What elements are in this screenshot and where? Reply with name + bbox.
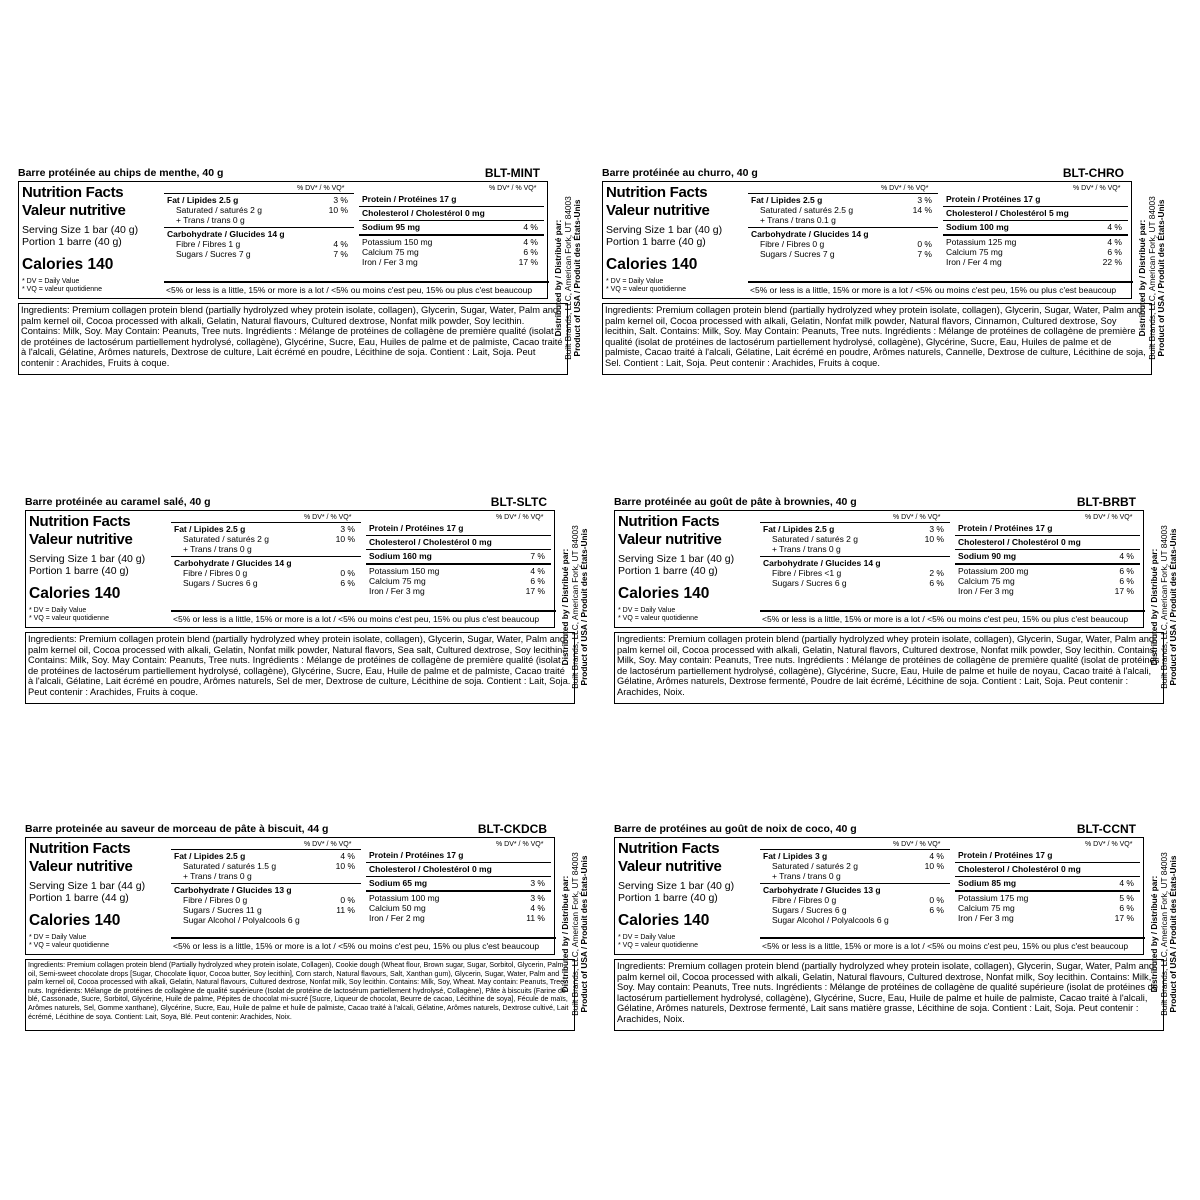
trans-label: + Trans / trans 0 g [183,871,252,881]
ingredients-box: Ingredients: Premium collagen protein blend (Partially hydrolyzed whey protein isolate, Collagen), Cookie dough (Wheat flour, Brown sugar, Sugar, Sorbitol, Glycerin, Palm oil, Semi-sweet chocolate drops [Sugar, Chocolate liquor, Cocoa butter, Soy lecithin], Corn starch, Natural flavours, Salt, Xanthan gum), Glycerin, Sugar, Water, Palm and palm kernel oil, Cocoa processed with alkali, Gelatin, Natural flavours, Cultured dextrose, Nonfat milk, Soy lecithin. Contains: Milk, Soy, Wheat. May contain: Peanuts, Tree nuts. Ingrédients: Mélange de protéines de collagène de qualité supérieure (Isolat de protéine de lactosérum partiellement hydrolysé, Collagène), Pâte à biscuits (Farine de blé, Cassonade, Sucre, Sorbitol, Glycérine, Huile de palme, Pépites de chocolat mi-sucré [Sucre, Liqueur de chocolat, Beurre de cacao, Lécithine de soya], Fécule de maïs, Arômes naturels, Sel, Gomme xanthane), Glycérine, Sucre, Eau, Huile de palme et huile de palmiste, Cacao traité à l'alcali, Gélatine, Arômes naturels, Dextrose cultivé, Lait écrémé, Lécithine de soya. Contient: Lait, Soya, Blé. Peut contenir: Arachides, Noix. [25,959,575,1031]
product-title-row [614,822,1142,836]
iron-dv: 17 % [1114,913,1134,923]
sugar-alcohol-label: Sugar Alcohol / Polyalcools 6 g [772,915,889,925]
potassium-dv: 4 % [530,566,545,576]
sodium-group [359,220,544,234]
fibre-label: Fibre / Fibres 0 g [183,568,248,578]
calcium-label: Calcium 75 mg [369,576,426,586]
nutrient-column-right [366,849,551,925]
minerals-group [955,890,1140,925]
calories: Calories 140 [618,912,710,929]
carb-group [748,227,938,261]
sugars-label: Sugars / Sucres 7 g [760,249,835,259]
saturated-dv: 10 % [335,861,355,871]
saturated-label: Saturated / saturés 2 g [183,534,269,544]
trans-label: + Trans / trans 0 g [176,215,245,225]
potassium-dv: 6 % [1119,566,1134,576]
calcium-label: Calcium 75 mg [946,247,1003,257]
saturated-dv: 10 % [924,861,944,871]
sodium-label: Sodium 90 mg [958,551,1017,561]
product-origin: Product of USA / Produit des États-Unis [1167,528,1178,686]
facts-left-column [22,184,164,294]
minerals-group [955,563,1140,598]
distributor-sidebar [561,507,589,707]
iron-dv: 11 % [526,913,545,923]
potassium-label: Potassium 200 mg [958,566,1029,576]
nutrition-facts-title: Nutrition Facts [29,840,131,857]
minerals-group [366,890,551,925]
potassium-label: Potassium 175 mg [958,893,1029,903]
product-origin: Product of USA / Produit des États-Unis [1155,199,1166,357]
iron-label: Iron / Fer 3 mg [369,586,425,596]
fibre-dv: 2 % [929,568,944,578]
nutrient-column-left [171,849,361,927]
carbohydrate-label: Carbohydrate / Glucides 14 g [174,558,292,568]
protein-label: Protein / Protéines 17 g [362,194,457,204]
distributor-address: Built Brands, LLC, American Fork, UT 84003 [569,852,580,1016]
potassium-dv: 4 % [1107,237,1122,247]
product-origin: Product of USA / Produit des États-Unis [578,528,589,686]
sodium-group [366,549,551,563]
iron-label: Iron / Fer 3 mg [958,913,1014,923]
saturated-label: Saturated / saturés 2 g [772,534,858,544]
nutrition-facts-table [25,837,555,955]
nutrition-facts-title: Nutrition Facts [29,513,131,530]
facts-left-column [618,840,760,950]
sodium-label: Sodium 100 mg [946,222,1009,232]
nutrient-column-right [955,522,1140,598]
sodium-label: Sodium 160 mg [369,551,432,561]
dv-footnote: <5% or less is a little, 15% or more is a lot / <5% ou moins c'est peu, 15% ou plus c'est beaucoup [171,610,556,626]
sugars-label: Sugars / Sucres 11 g [183,905,262,915]
distributed-by: Distributed by / Distribué par: [1148,875,1159,993]
product-title: Barre proteinée au saveur de morceau de pâte à biscuit, 44 g [25,823,329,835]
cholesterol-group [359,206,544,220]
facts-left-column [606,184,748,294]
potassium-dv: 3 % [530,893,545,903]
fibre-dv: 0 % [340,568,355,578]
dv-header-right: % DV* / % VQ* [489,185,537,192]
nutrient-column-left [760,522,950,590]
nutrient-column-right [359,193,544,269]
protein-label: Protein / Protéines 17 g [958,523,1053,533]
fat-group [164,193,354,227]
iron-dv: 17 % [518,257,538,267]
dv-footnote: <5% or less is a little, 15% or more is a lot / <5% ou moins c'est peu, 15% ou plus c'est beaucoup [164,281,549,297]
iron-dv: 22 % [1102,257,1122,267]
dv-header-right: % DV* / % VQ* [1085,841,1133,848]
sugars-dv: 7 % [917,249,932,259]
nutrition-facts-title: Nutrition Facts [606,184,708,201]
dv-header-left: % DV* / % VQ* [881,185,929,192]
fibre-label: Fibre / Fibres 0 g [183,895,248,905]
ingredients-box: Ingredients: Premium collagen protein blend (partially hydrolyzed whey protein isolate, collagen), Glycerin, Sugar, Water, Palm and palm kernel oil, Cocoa processed with alkali, Gelatin, Nonfat milk powder, Natural flavors, Cinnamon, Cultured dextrose, Soy lecithin, Salt. Contains: Milk, Soy. May Contain: Peanuts, Tree nuts. Ingrédients : Mélange de protéines de collagène de première qualité (isolat de protéines de lactosérum partiellement hydrolysé, collagène), Glycérine, Sucre, Eau, Huiles de palme et de palmiste, Cacao traité à l'alcali, Gélatine, Lait écrémé en poudre, Arômes naturels, Cannelle, Dextrose de culture, Lécithine de soja, Sel. Contient : Lait, Soja. Peut contenir : Arachides, Fruits à coque. [602,303,1152,375]
cholesterol-group [366,535,551,549]
sugar-alcohol-label: Sugar Alcohol / Polyalcools 6 g [183,915,300,925]
dv-note: * DV = Daily Value [618,607,676,614]
distributor-sidebar [561,834,589,1034]
nutrient-column-left [760,849,950,927]
product-title: Barre protéinée au chips de menthe, 40 g [18,167,224,179]
calcium-dv: 6 % [1107,247,1122,257]
carbohydrate-label: Carbohydrate / Glucides 13 g [763,885,881,895]
protein-group [955,522,1140,535]
saturated-dv: 10 % [924,534,944,544]
protein-label: Protein / Protéines 17 g [958,850,1053,860]
nutrition-facts-table [25,510,555,628]
fibre-label: Fibre / Fibres <1 g [772,568,842,578]
sugars-dv: 7 % [333,249,348,259]
sodium-label: Sodium 85 mg [958,878,1017,888]
nutrient-column-left [748,193,938,261]
sku-code: BLT-CCNT [1076,822,1136,836]
protein-label: Protein / Protéines 17 g [369,850,464,860]
fibre-label: Fibre / Fibres 0 g [760,239,825,249]
sku-code: BLT-MINT [484,166,540,180]
saturated-label: Saturated / saturés 2 g [772,861,858,871]
nutrition-facts-title: Nutrition Facts [618,513,720,530]
dv-header-left: % DV* / % VQ* [893,514,941,521]
distributor-address: Built Brands, LLC, American Fork, UT 84003 [1146,196,1157,360]
fibre-label: Fibre / Fibres 0 g [772,895,837,905]
dv-note: * DV = Daily Value [618,934,676,941]
calories: Calories 140 [29,585,121,602]
calories: Calories 140 [29,912,121,929]
minerals-group [366,563,551,598]
sodium-dv: 4 % [1107,222,1122,232]
fat-group [171,849,361,883]
trans-label: + Trans / trans 0 g [772,544,841,554]
distributed-by: Distributed by / Distribué par: [559,875,570,993]
nutrient-column-right [366,522,551,598]
nutrition-label-panel [602,166,1167,386]
portion-size: Portion 1 barre (40 g) [618,892,718,904]
nutrient-column-right [943,193,1128,269]
carbohydrate-label: Carbohydrate / Glucides 14 g [751,229,869,239]
carb-group [760,556,950,590]
sugars-dv: 6 % [929,578,944,588]
fibre-dv: 0 % [929,895,944,905]
distributor-address: Built Brands, LLC, American Fork, UT 84003 [1158,852,1169,1016]
potassium-dv: 5 % [1119,893,1134,903]
portion-size: Portion 1 barre (40 g) [22,236,122,248]
dv-header-right: % DV* / % VQ* [496,514,544,521]
sugars-label: Sugars / Sucres 6 g [772,905,847,915]
fat-label: Fat / Lipides 2.5 g [174,524,246,534]
dv-note: * DV = Daily Value [606,278,664,285]
iron-label: Iron / Fer 4 mg [946,257,1002,267]
calcium-dv: 4 % [530,903,545,913]
vq-note: * VQ = valeur quotidienne [606,286,686,293]
calcium-label: Calcium 75 mg [362,247,419,257]
sugars-dv: 6 % [929,905,944,915]
valeur-nutritive-title: Valeur nutritive [606,202,710,219]
potassium-label: Potassium 150 mg [369,566,440,576]
portion-size: Portion 1 barre (40 g) [618,565,718,577]
sodium-group [955,549,1140,563]
nutrition-facts-title: Nutrition Facts [22,184,124,201]
iron-dv: 17 % [525,586,545,596]
sodium-group [943,220,1128,234]
nutrition-facts-table [602,181,1132,299]
product-origin: Product of USA / Produit des États-Unis [1167,855,1178,1013]
sku-code: BLT-CKDCB [477,822,547,836]
fat-dv: 4 % [340,851,355,861]
valeur-nutritive-title: Valeur nutritive [618,531,722,548]
sugars-label: Sugars / Sucres 6 g [772,578,847,588]
saturated-dv: 14 % [912,205,932,215]
carbohydrate-label: Carbohydrate / Glucides 14 g [763,558,881,568]
distributor-address: Built Brands, LLC, American Fork, UT 84003 [1158,525,1169,689]
dv-header-left: % DV* / % VQ* [304,514,352,521]
product-title: Barre protéinée au goût de pâte à brownies, 40 g [614,496,857,508]
fat-group [171,522,361,556]
fibre-dv: 0 % [340,895,355,905]
calcium-dv: 6 % [523,247,538,257]
potassium-dv: 4 % [523,237,538,247]
protein-group [359,193,544,206]
protein-label: Protein / Protéines 17 g [946,194,1041,204]
cholesterol-label: Cholesterol / Cholestérol 0 mg [362,208,485,218]
nutrition-facts-table [18,181,548,299]
sodium-group [955,876,1140,890]
distributor-address: Built Brands, LLC, American Fork, UT 84003 [569,525,580,689]
ingredients-box: Ingredients: Premium collagen protein blend (partially hydrolyzed whey protein isolate, collagen), Glycerin, Sugar, Water, Palm and palm kernel oil, Cocoa processed with alkali, Gelatin, Natural flavours, Cultured dextrose, Nonfat milk, Soy lecithin. Contains: Milk, Soy. May contain: Peanuts, Tree nuts. Ingrédients : Mélange de protéines de collagène de qualité supérieure (isolat de protéines de lactosérum partiellement hydrolysé, collagène), Glycérine, Sucre, Eau, Huile de palme et huile de palmiste, Cacao traité à l'alcali, Gélatine, Arômes naturels, Dextrose fermenté, Lait sans matière grasse, Lécithine de soja. Contient : Lait, Soja. Peut contenir : Arachides, Noix. [614,959,1164,1031]
facts-left-column [29,840,171,950]
nutrition-facts-title: Nutrition Facts [618,840,720,857]
calcium-label: Calcium 75 mg [958,576,1015,586]
calcium-label: Calcium 75 mg [958,903,1015,913]
serving-size: Serving Size 1 bar (40 g) [618,880,735,892]
nutrition-label-panel [614,822,1179,1042]
calories: Calories 140 [618,585,710,602]
dv-header-right: % DV* / % VQ* [1085,514,1133,521]
protein-group [955,849,1140,862]
distributor-address: Built Brands, LLC, American Fork, UT 84003 [562,196,573,360]
sugars-dv: 6 % [340,578,355,588]
sodium-label: Sodium 65 mg [369,878,428,888]
vq-note: * VQ = valeur quotidienne [29,942,109,949]
trans-label: + Trans / trans 0 g [183,544,252,554]
fat-dv: 3 % [917,195,932,205]
carb-group [171,883,361,927]
vq-note: * VQ = valeur quotidienne [618,615,698,622]
distributed-by: Distributed by / Distribué par: [552,219,563,337]
fat-label: Fat / Lipides 2.5 g [763,524,835,534]
dv-header-right: % DV* / % VQ* [496,841,544,848]
facts-left-column [29,513,171,623]
sodium-label: Sodium 95 mg [362,222,421,232]
potassium-label: Potassium 100 mg [369,893,440,903]
fibre-dv: 4 % [333,239,348,249]
fat-dv: 3 % [929,524,944,534]
fat-group [760,849,950,883]
distributor-sidebar [554,178,582,378]
serving-size: Serving Size 1 bar (40 g) [606,224,723,236]
protein-label: Protein / Protéines 17 g [369,523,464,533]
saturated-label: Saturated / saturés 1.5 g [183,861,277,871]
dv-footnote: <5% or less is a little, 15% or more is a lot / <5% ou moins c'est peu, 15% ou plus c'est beaucoup [171,937,556,953]
saturated-label: Saturated / saturés 2.5 g [760,205,854,215]
carbohydrate-label: Carbohydrate / Glucides 14 g [167,229,285,239]
protein-group [366,849,551,862]
saturated-label: Saturated / saturés 2 g [176,205,262,215]
potassium-label: Potassium 150 mg [362,237,433,247]
product-title: Barre de protéines au goût de noix de coco, 40 g [614,823,857,835]
minerals-group [943,234,1128,269]
serving-size: Serving Size 1 bar (40 g) [29,553,146,565]
cholesterol-label: Cholesterol / Cholestérol 0 mg [958,864,1081,874]
dv-footnote: <5% or less is a little, 15% or more is a lot / <5% ou moins c'est peu, 15% ou plus c'est beaucoup [760,937,1145,953]
dv-note: * DV = Daily Value [29,607,87,614]
distributed-by: Distributed by / Distribué par: [1136,219,1147,337]
product-title-row [25,822,553,836]
sodium-dv: 7 % [530,551,545,561]
sku-code: BLT-BRBT [1076,495,1136,509]
carb-group [760,883,950,927]
nutrition-label-panel [18,166,583,386]
nutrition-facts-table [614,510,1144,628]
sugars-label: Sugars / Sucres 7 g [176,249,251,259]
dv-header-left: % DV* / % VQ* [893,841,941,848]
calcium-label: Calcium 50 mg [369,903,426,913]
vq-note: * VQ = valeur quotidienne [29,615,109,622]
product-title-row [614,495,1142,509]
trans-label: + Trans / trans 0 g [772,871,841,881]
cholesterol-group [955,862,1140,876]
nutrient-column-left [171,522,361,590]
calories: Calories 140 [606,256,698,273]
sodium-dv: 4 % [1119,878,1134,888]
valeur-nutritive-title: Valeur nutritive [22,202,126,219]
product-title: Barre protéinée au caramel salé, 40 g [25,496,211,508]
cholesterol-label: Cholesterol / Cholestérol 0 mg [369,537,492,547]
nutrition-facts-table [614,837,1144,955]
calories: Calories 140 [22,256,114,273]
carbohydrate-label: Carbohydrate / Glucides 13 g [174,885,292,895]
calcium-dv: 6 % [530,576,545,586]
iron-dv: 17 % [1114,586,1134,596]
product-title-row [25,495,553,509]
serving-size: Serving Size 1 bar (40 g) [22,224,139,236]
serving-size: Serving Size 1 bar (40 g) [618,553,735,565]
fat-group [748,193,938,227]
cholesterol-label: Cholesterol / Cholestérol 5 mg [946,208,1069,218]
dv-note: * DV = Daily Value [29,934,87,941]
distributor-sidebar [1138,178,1166,378]
serving-size: Serving Size 1 bar (44 g) [29,880,146,892]
distributor-sidebar [1150,507,1178,707]
nutrition-label-panel [25,822,590,1042]
fat-dv: 3 % [333,195,348,205]
dv-header-left: % DV* / % VQ* [297,185,345,192]
product-title: Barre protéinée au churro, 40 g [602,167,758,179]
portion-size: Portion 1 barre (40 g) [29,565,129,577]
cholesterol-group [366,862,551,876]
ingredients-box: Ingredients: Premium collagen protein blend (partially hydrolyzed whey protein isolate, collagen), Glycerin, Sugar, Water, Palm and palm kernel oil, Cocoa processed with alkali, Gelatin, Natural flavours, Cultured dextrose, Nonfat milk powder, Soy lecithin. Contains: Milk, Soy. May Contain: Peanuts, Tree nuts. Ingrédients : Mélange de protéines de collagène de première qualité (isolat de protéines de lactosérum partiellement hydrolysé, collagène), Glycérine, Sucre, Eau, Huiles de palme et de palmiste, Cacao traité à l'alcali, Gélatine, Arômes naturels, Dextrose de culture, Lait écrémé en poudre, Lécithine de soja. Contient : Lait, Soja. Peut contenir : Arachides, Fruits à coque. [18,303,568,375]
valeur-nutritive-title: Valeur nutritive [618,858,722,875]
sugars-dv: 11 % [336,905,355,915]
sodium-group [366,876,551,890]
nutrient-column-left [164,193,354,261]
dv-header-right: % DV* / % VQ* [1073,185,1121,192]
nutrition-label-panel [25,495,590,715]
sku-code: BLT-SLTC [490,495,547,509]
carb-group [164,227,354,261]
valeur-nutritive-title: Valeur nutritive [29,858,133,875]
fat-label: Fat / Lipides 2.5 g [174,851,246,861]
fat-label: Fat / Lipides 3 g [763,851,828,861]
ingredients-box: Ingredients: Premium collagen protein blend (partially hydrolyzed whey protein isolate, collagen), Glycerin, Sugar, Water, Palm and palm kernel oil, Cocoa processed with alkali, Gelatin, Nonfat milk powder, Natural flavors, Sea salt, Cultured dextrose, Soy lecithin. Contains: Milk, Soy. May Contain: Peanuts, Tree nuts. Ingrédients : Mélange de protéines de collagène de première qualité (isolat de protéines de lactosérum partiellement hydrolysé, collagène), Glycérine, Sucre, Eau, Huile de palme et de palmiste, Cacao traité à l'alcali, Gélatine, Lait écrémé en poudre, Arômes naturels, Sel de mer, Dextrose de culture, Lécithine de soja. Contient : Lait, Soja. Peut contenir : Arachides, Fruits à coque. [25,632,575,704]
calcium-dv: 6 % [1119,903,1134,913]
fat-label: Fat / Lipides 2.5 g [751,195,823,205]
vq-note: * VQ = valeur quotidienne [22,286,102,293]
distributed-by: Distributed by / Distribué par: [559,548,570,666]
distributed-by: Distributed by / Distribué par: [1148,548,1159,666]
valeur-nutritive-title: Valeur nutritive [29,531,133,548]
sugars-label: Sugars / Sucres 6 g [183,578,258,588]
iron-label: Iron / Fer 3 mg [362,257,418,267]
carb-group [171,556,361,590]
cholesterol-label: Cholesterol / Cholestérol 0 mg [369,864,492,874]
sku-code: BLT-CHRO [1062,166,1124,180]
protein-group [366,522,551,535]
trans-label: + Trans / trans 0.1 g [760,215,836,225]
fat-label: Fat / Lipides 2.5 g [167,195,239,205]
portion-size: Portion 1 barre (44 g) [29,892,129,904]
product-title-row [602,166,1130,180]
saturated-dv: 10 % [328,205,348,215]
dv-footnote: <5% or less is a little, 15% or more is a lot / <5% ou moins c'est peu, 15% ou plus c'est beaucoup [760,610,1145,626]
dv-note: * DV = Daily Value [22,278,80,285]
distributor-sidebar [1150,834,1178,1034]
saturated-dv: 10 % [335,534,355,544]
cholesterol-label: Cholesterol / Cholestérol 0 mg [958,537,1081,547]
minerals-group [359,234,544,269]
calcium-dv: 6 % [1119,576,1134,586]
iron-label: Iron / Fer 3 mg [958,586,1014,596]
fibre-label: Fibre / Fibres 1 g [176,239,241,249]
nutrition-label-panel [614,495,1179,715]
product-origin: Product of USA / Produit des États-Unis [571,199,582,357]
vq-note: * VQ = valeur quotidienne [618,942,698,949]
protein-group [943,193,1128,206]
dv-footnote: <5% or less is a little, 15% or more is a lot / <5% ou moins c'est peu, 15% ou plus c'est beaucoup [748,281,1133,297]
sodium-dv: 4 % [523,222,538,232]
fat-dv: 4 % [929,851,944,861]
nutrient-column-right [955,849,1140,925]
iron-label: Iron / Fer 2 mg [369,913,425,923]
potassium-label: Potassium 125 mg [946,237,1017,247]
product-origin: Product of USA / Produit des États-Unis [578,855,589,1013]
fat-group [760,522,950,556]
cholesterol-group [955,535,1140,549]
sodium-dv: 3 % [530,878,545,888]
product-title-row [18,166,546,180]
fat-dv: 3 % [340,524,355,534]
cholesterol-group [943,206,1128,220]
sodium-dv: 4 % [1119,551,1134,561]
dv-header-left: % DV* / % VQ* [304,841,352,848]
fibre-dv: 0 % [917,239,932,249]
ingredients-box: Ingredients: Premium collagen protein blend (partially hydrolyzed whey protein isolate, collagen), Glycerin, Sugar, Water, Palm and palm kernel oil, Cocoa processed with alkali, Gelatin, Natural flavors, Cultured dextrose, Nonfat milk powder, Soy lecithin. Contains: Milk, Soy. May contain: Peanuts, Tree nuts. Ingrédients : Mélange de protéines de collagène de première qualité (isolat de protéines de lactosérum partiellement hydrolysé, collagène), Glycérine, Sucre, Eau, Huile de palme et huile de noyau, Cacao traité à l'alcali, Gélatine, Arômes naturels, Dextrose fermenté, Poudre de lait écrémé, Lécithine de soja. Contient : Lait, Soja. Peut contenir : Arachides, Noix. [614,632,1164,704]
portion-size: Portion 1 barre (40 g) [606,236,706,248]
facts-left-column [618,513,760,623]
